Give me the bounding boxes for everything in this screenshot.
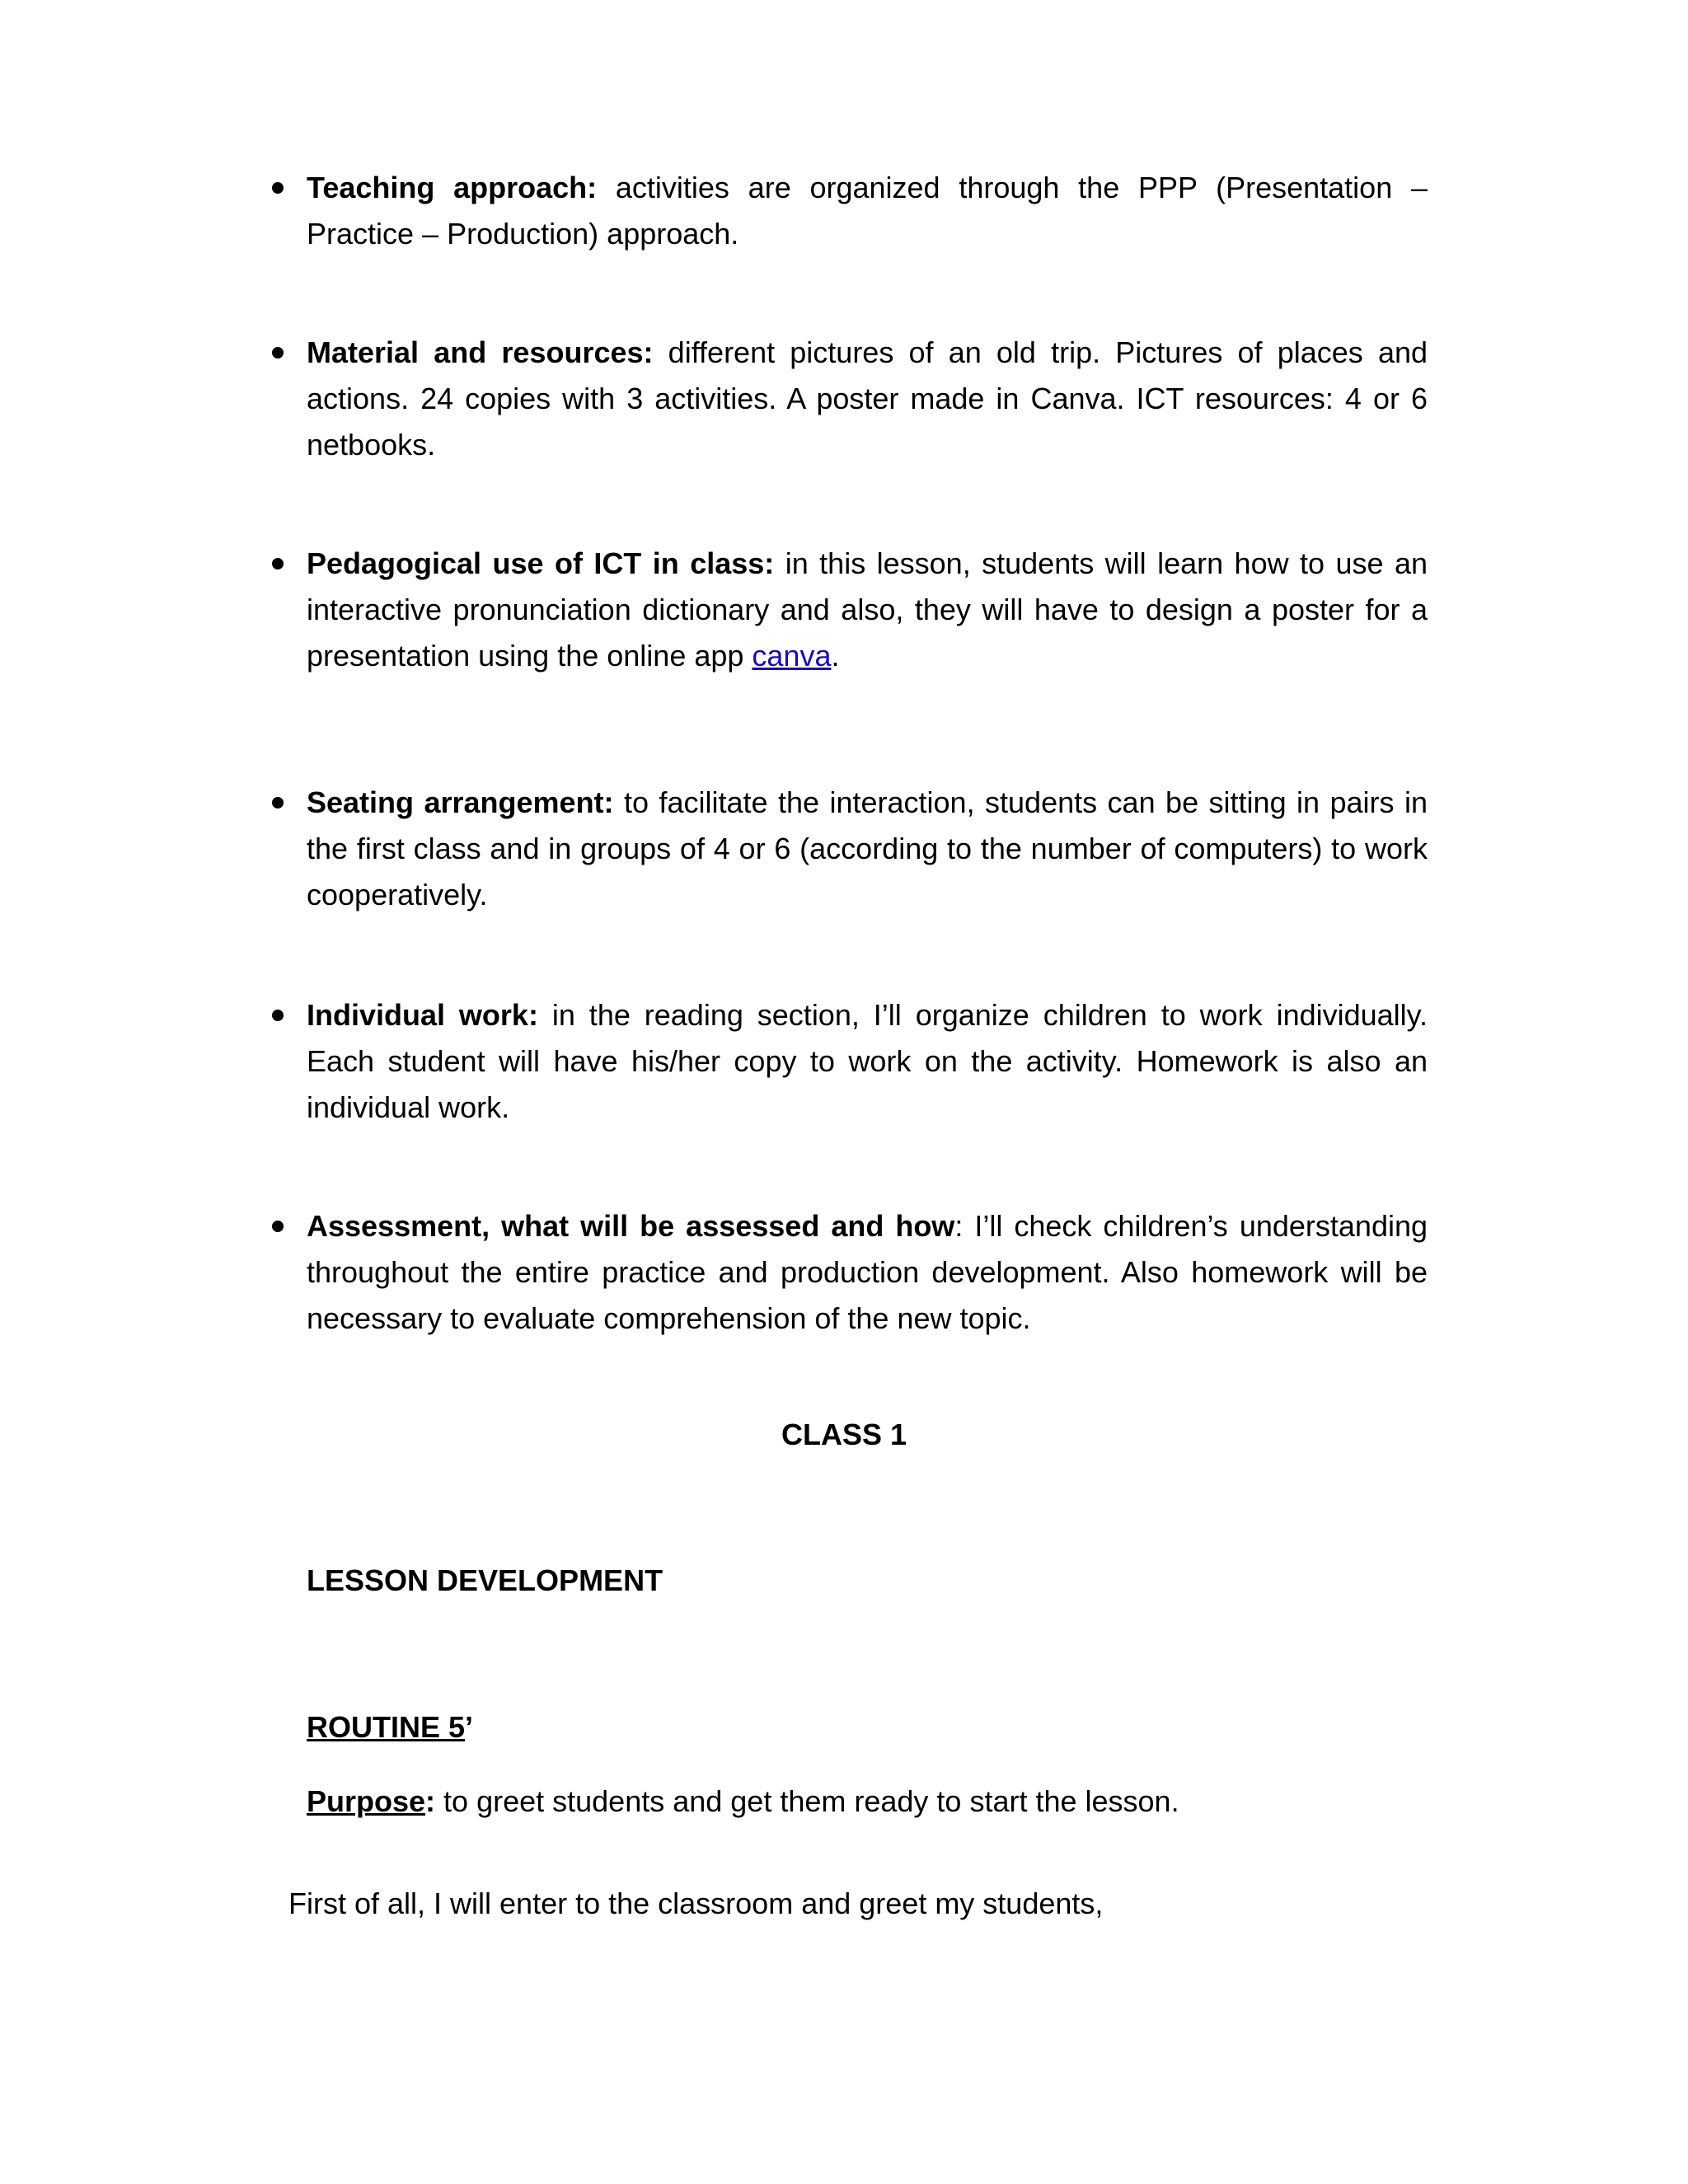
bullet-label: Assessment, what will be assessed and how (307, 1209, 955, 1243)
bullet-label: Seating arrangement: (307, 785, 614, 819)
routine-suffix: ’ (465, 1710, 474, 1744)
bullet-body: in the reading section, I’ll organize children to work individually. Each student will have his/her copy to work on the activity. Homework is also an individual work. (307, 998, 1428, 1124)
bullet-body: to facilitate the interaction, students can be sitting in pairs in the first class and in groups of 4 or 6 (according to the number of computers) to work cooperatively. (307, 785, 1428, 912)
bullet-text (307, 992, 1428, 1131)
bullet-text (307, 780, 1428, 918)
bullet-label: Material and resources: (307, 335, 654, 369)
bullet-label: Individual work: (307, 998, 538, 1032)
bullet-body: activities are organized through the PPP (Presentation – Practice – Production) approach. (307, 171, 1428, 251)
intro-paragraph: First of all, I will enter to the classroom and greet my students, (288, 1886, 1104, 1920)
bullet-body: in this lesson, students will learn how to use an interactive pronunciation dictionary and also, they will have to design a poster for a presentation using the online app (307, 546, 1428, 673)
canva-link[interactable]: canva (752, 639, 832, 673)
bullet-text (307, 330, 1428, 468)
purpose-label: Purpose (307, 1784, 426, 1818)
bullet-body-end: . (831, 639, 840, 673)
bullet-icon (272, 558, 284, 569)
class-heading: CLASS 1 (781, 1418, 907, 1451)
bullet-text (307, 165, 1428, 257)
purpose-colon: : (425, 1784, 436, 1818)
bullet-text (307, 1203, 1428, 1342)
bullet-body: different pictures of an old trip. Pictures of places and actions. 24 copies with 3 activities. A poster made in Canva. ICT resources: 4 or 6 netbooks. (307, 335, 1428, 462)
lesson-development-heading: LESSON DEVELOPMENT (307, 1563, 663, 1597)
bullet-label: Pedagogical use of ICT in class: (307, 546, 775, 580)
routine-title: ROUTINE 5 (307, 1710, 466, 1744)
bullet-text (307, 541, 1428, 679)
purpose-text: to greet students and get them ready to start the lesson. (435, 1784, 1179, 1818)
bullet-icon (272, 1221, 284, 1232)
bullet-icon (272, 347, 284, 359)
routine-heading (307, 1710, 473, 1745)
purpose-line (307, 1779, 1179, 1825)
bullet-icon (272, 797, 284, 808)
bullet-body: : I’ll check children’s understanding throughout the entire practice and production development. Also homework will be necessary to evaluate comprehension of the new topic. (307, 1209, 1428, 1335)
bullet-icon (272, 1010, 284, 1021)
bullet-icon (272, 182, 284, 194)
bullet-label: Teaching approach: (307, 171, 598, 204)
